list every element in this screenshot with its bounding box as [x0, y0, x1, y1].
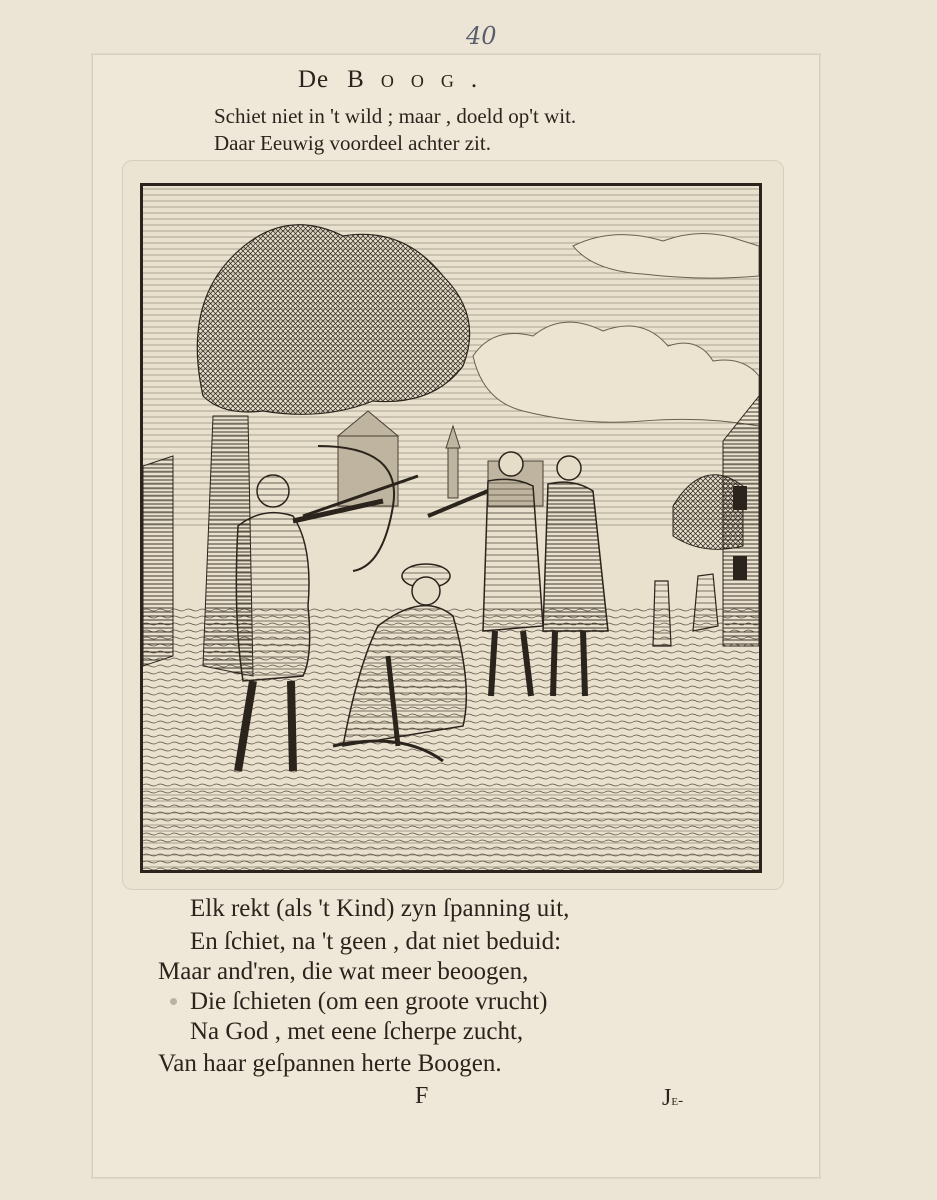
verse-line-1: Elk rekt (als 't Kind) zyn ſpanning uit, — [190, 895, 570, 922]
motto-line-2: Daar Eeuwig voordeel achter zit. — [214, 131, 491, 155]
title-word-boog: Boog. — [347, 66, 495, 93]
catchword-rest: e- — [671, 1093, 684, 1109]
verse-line-2: En ſchiet, na 't geen , dat niet beduid: — [190, 928, 562, 955]
page-number: 40 — [466, 22, 497, 50]
verse-line-6: Van haar geſpannen herte Boogen. — [158, 1050, 502, 1077]
etching-image — [140, 183, 762, 873]
verse-line-4: Die ſchieten (om een groote vrucht) — [190, 988, 548, 1015]
signature-mark-f: F — [415, 1083, 429, 1109]
verse-line-3: Maar and'ren, die wat meer beoogen, — [158, 958, 529, 985]
catchword — [662, 1085, 683, 1112]
etching-scene — [143, 186, 759, 870]
foreground-shadow — [143, 786, 759, 870]
print-title — [298, 66, 494, 94]
motto-line-1: Schiet niet in 't wild ; maar , doeld op't wit. — [214, 104, 577, 128]
verse-line-5: Na God , met eene ſcherpe zucht, — [190, 1018, 524, 1045]
catchword-initial: J — [662, 1085, 672, 1111]
paper-spot — [170, 998, 177, 1005]
title-word-de: De — [298, 66, 330, 93]
